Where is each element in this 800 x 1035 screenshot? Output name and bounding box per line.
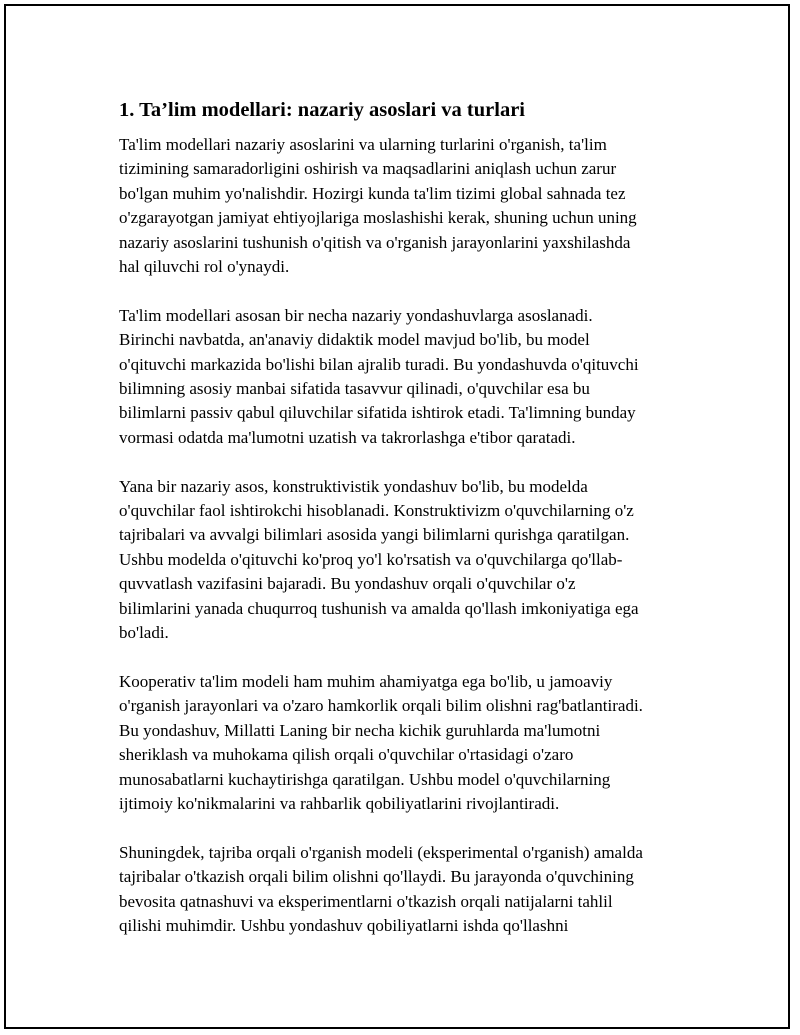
text-line: quvvatlash vazifasini bajaradi. Bu yondashuv orqali o'quvchilar o'z bbox=[119, 574, 576, 594]
paragraph bbox=[119, 133, 699, 279]
text-line: o'qituvchi markazida bo'lishi bilan ajralib turadi. Bu yondashuvda o'qituvchi bbox=[119, 354, 639, 374]
text-line: hal qiluvchi rol o'ynaydi. bbox=[119, 257, 290, 277]
text-line: o'zgarayotgan jamiyat ehtiyojlariga moslashishi kerak, shuning uchun uning bbox=[119, 208, 637, 228]
text-line: Birinchi navbatda, an'anaviy didaktik model mavjud bo'lib, bu model bbox=[119, 330, 590, 350]
text-line: vormasi odatda ma'lumotni uzatish va takrorlashga e'tibor qaratadi. bbox=[119, 427, 576, 447]
text-line: Kooperativ ta'lim modeli ham muhim ahamiyatga ega bo'lib, u jamoaviy bbox=[119, 671, 613, 691]
paragraph bbox=[119, 304, 699, 450]
paragraph bbox=[119, 670, 699, 816]
paragraph bbox=[119, 841, 699, 939]
text-line: Ta'lim modellari asosan bir necha nazariy yondashuvlarga asoslanadi. bbox=[119, 305, 593, 325]
text-line: o'rganish jarayonlari va o'zaro hamkorlik orqali bilim olishni rag'batlantiradi. bbox=[119, 696, 643, 716]
text-line: tizimining samaradorligini oshirish va maqsadlarini aniqlash uchun zarur bbox=[119, 159, 617, 179]
paragraph bbox=[119, 475, 699, 646]
text-line: Yana bir nazariy asos, konstruktivistik yondashuv bo'lib, bu modelda bbox=[119, 476, 588, 496]
text-line: Ushbu modelda o'qituvchi ko'proq yo'l ko'rsatish va o'quvchilarga qo'llab- bbox=[119, 549, 623, 569]
text-line: Shuningdek, tajriba orqali o'rganish modeli (eksperimental o'rganish) amalda bbox=[119, 842, 643, 862]
text-line: bevosita qatnashuvi va eksperimentlarni o'tkazish orqali natijalarni tahlil bbox=[119, 891, 613, 911]
text-line: Ta'lim modellari nazariy asoslarini va ularning turlarini o'rganish, ta'lim bbox=[119, 135, 607, 154]
text-line: nazariy asoslarini tushunish o'qitish va o'rganish jarayonlarini yaxshilashda bbox=[119, 232, 631, 252]
text-line: bilimning asosiy manbai sifatida tasavvur qilinadi, o'quvchilar esa bu bbox=[119, 379, 590, 399]
text-line: o'quvchilar faol ishtirokchi hisoblanadi. Konstruktivizm o'quvchilarning o'z bbox=[119, 501, 634, 521]
text-line: sheriklash va muhokama qilish orqali o'quvchilar o'rtasidagi o'zaro bbox=[119, 745, 574, 765]
text-line: tajribalar o'tkazish orqali bilim olishni qo'llaydi. Bu jarayonda o'quvchining bbox=[119, 867, 634, 887]
section-title: 1. Ta’lim modellari: nazariy asoslari va turlari bbox=[119, 99, 525, 121]
document-content bbox=[119, 96, 699, 938]
text-line: bilimlarni passiv qabul qiluvchilar sifatida ishtirok etadi. Ta'limning bunday bbox=[119, 403, 636, 423]
document-page bbox=[4, 4, 790, 1029]
text-line: tajribalari va avvalgi bilimlari asosida yangi bilimlarni qurishga qaratilgan. bbox=[119, 525, 630, 545]
text-line: munosabatlarni kuchaytirishga qaratilgan. Ushbu model o'quvchilarning bbox=[119, 769, 611, 789]
text-line: qilishi muhimdir. Ushbu yondashuv qobiliyatlarni ishda qo'llashni bbox=[119, 915, 569, 935]
text-line: bo'ladi. bbox=[119, 623, 169, 643]
text-line: bilimlarini yanada chuqurroq tushunish va amalda qo'llash imkoniyatiga ega bbox=[119, 598, 639, 618]
text-line: Bu yondashuv, Millatti Laning bir necha kichik guruhlarda ma'lumotni bbox=[119, 720, 601, 740]
text-line: bo'lgan muhim yo'nalishdir. Hozirgi kunda ta'lim tizimi global sahnada tez bbox=[119, 183, 626, 203]
text-line: ijtimoiy ko'nikmalarini va rahbarlik qobiliyatlarini rivojlantiradi. bbox=[119, 793, 560, 813]
